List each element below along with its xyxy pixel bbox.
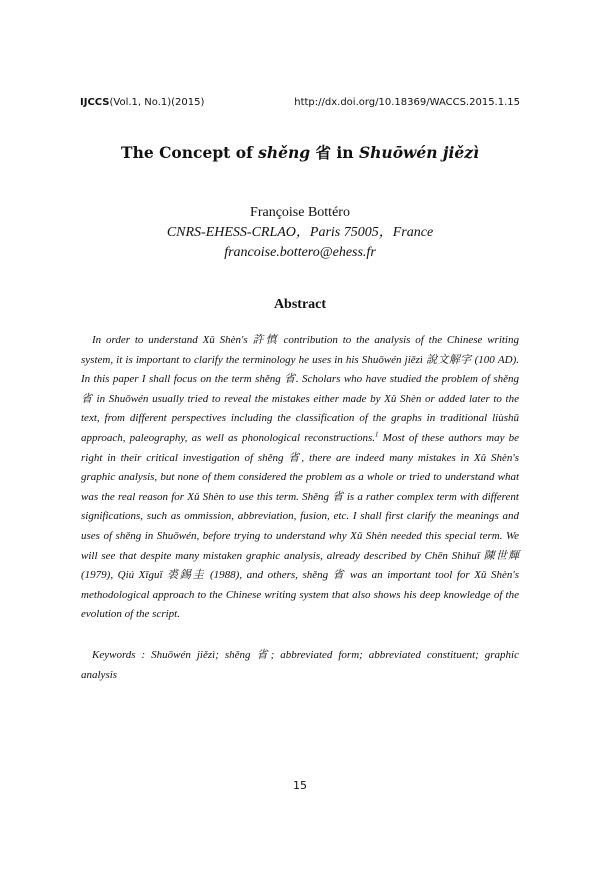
doi-link[interactable]: http://dx.doi.org/10.18369/WACCS.2015.1.15 [294,97,520,108]
abstract-heading: Abstract [273,297,327,312]
title-middle: in [336,143,359,162]
abstract-text [81,331,519,625]
keywords: Keywords : Shuōwén jiězì; shěng 省; abbreviated form; abbreviated constituent; graphic analysis [81,649,519,681]
title-term-pinyin: shěng [258,143,311,162]
footnote-ref[interactable]: 1 [375,430,379,439]
title-prefix: The Concept of [121,143,259,162]
author-name: Françoise Bottéro [250,205,350,220]
title-work: Shuōwén jiězì [358,143,479,162]
journal-header [80,97,204,108]
author-affiliation: CNRS-EHESS-CRLAO，Paris 75005，France [166,225,434,240]
title-term-char: 省 [310,143,337,162]
abstract-text-main: In order to understand Xǔ Shèn's 許慎 contribution to the analysis of the Chinese writing system, it is important to clarify the terminology he uses in his Shuōwén jiězì 說文解字 (100 AD). In this paper I shall focus on the term shěng 省. Scholars who have studied the problem of shěng 省 in Shuōwén usually tried to reveal the mistakes either made by Xǔ Shèn or added later to the text, from different perspectives including the classification of the graphs in traditional liùshū approach, paleography, as well as phonological reconstructions. [81,334,519,444]
volume-info: (Vol.1, No.1)(2015) [109,97,205,108]
author-email[interactable]: francoise.bottero@ehess.fr [224,245,376,260]
author-block [0,203,600,263]
journal-abbrev: IJCCS [80,97,110,108]
page-number: 15 [293,779,307,792]
abstract-text-rest: Most of these authors may be right in their critical investigation of shěng 省, there are indeed many mistakes in Xǔ Shèn's graphic analysis, but none of them considered the problem as a whole or tried to understand what was the real reason for Xǔ Shèn to use this term. Shěng 省 is a rather complex term with different significations, such as ommission, abbreviation, fusion, etc. I shall first clarify the meanings and uses of shěng in Shuōwén, before trying to understand why Xǔ Shèn needed this special term. We will see that despite many mistaken graphic analysis, already described by Chēn Shìhuī 陳世輝 (1979), Qiú Xīguī 裘錫圭 (1988), and others, shěng 省 was an important tool for Xǔ Shèn's methodological approach to the Chinese writing system that also shows his deep knowledge of the evolution of the script. [81,431,519,621]
paper-title [0,141,600,163]
